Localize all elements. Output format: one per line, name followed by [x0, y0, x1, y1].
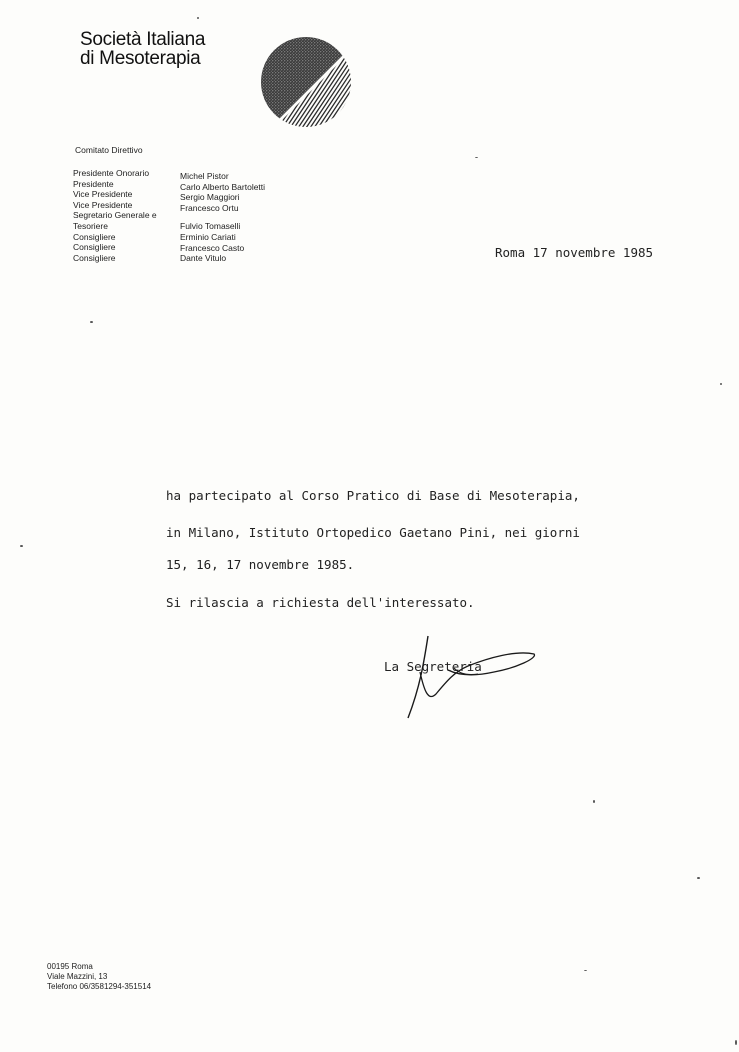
role-item: Vice Presidente: [73, 189, 133, 200]
role-item: Consigliere: [73, 231, 116, 242]
member-name: Francesco Casto: [180, 242, 245, 253]
signature-label: La Segreteria: [384, 659, 482, 674]
body-line: 15, 16, 17 novembre 1985.: [166, 557, 355, 572]
role-item: Segretario Generale e: [73, 210, 157, 221]
scan-speck: [593, 800, 595, 803]
committee-roles: [73, 168, 157, 263]
footer-street: Viale Mazzini, 13: [47, 972, 108, 981]
scan-speck: [20, 545, 23, 547]
member-name: Fulvio Tomaselli: [180, 221, 241, 232]
body-line: ha partecipato al Corso Pratico di Base di Mesoterapia,: [166, 488, 580, 503]
role-item: Consigliere: [73, 242, 116, 253]
member-name: Sergio Maggiori: [180, 192, 240, 203]
body-line: Si rilascia a richiesta dell'interessato.: [166, 595, 475, 610]
role-item: Presidente: [73, 178, 114, 189]
organization-name-line1: Società Italiana: [80, 29, 206, 50]
committee-title: Comitato Direttivo: [75, 145, 143, 155]
footer-phone: Telefono 06/3581294-351514: [47, 982, 152, 991]
scan-speck: [584, 970, 587, 971]
scan-speck: [735, 1040, 737, 1045]
member-name: Carlo Alberto Bartoletti: [180, 181, 266, 192]
role-item: Tesoriere: [73, 220, 108, 231]
member-name: Dante Vitulo: [180, 253, 227, 264]
organization-name-line2: di Mesoterapia: [80, 48, 201, 69]
scan-speck: [720, 383, 722, 385]
scan-speck: [697, 877, 700, 879]
organization-name: [80, 30, 205, 68]
footer-address: [47, 962, 151, 992]
role-item: Consigliere: [73, 252, 116, 263]
scan-speck: [90, 321, 93, 323]
footer-postal-code: 00195 Roma: [47, 962, 93, 971]
committee-names: [180, 171, 265, 264]
role-item: Vice Presidente: [73, 199, 133, 210]
handwritten-signature: [398, 632, 538, 724]
role-item: Presidente Onorario: [73, 168, 150, 178]
scan-speck: [475, 157, 478, 158]
member-name: Erminio Cariati: [180, 231, 236, 242]
letter-date: Roma 17 novembre 1985: [495, 245, 654, 260]
body-line: in Milano, Istituto Ortopedico Gaetano Pini, nei giorni: [166, 525, 580, 540]
scan-speck: [197, 17, 199, 19]
society-logo: [260, 36, 352, 128]
member-name: Francesco Ortu: [180, 202, 239, 213]
member-name: Michel Pistor: [180, 171, 229, 181]
